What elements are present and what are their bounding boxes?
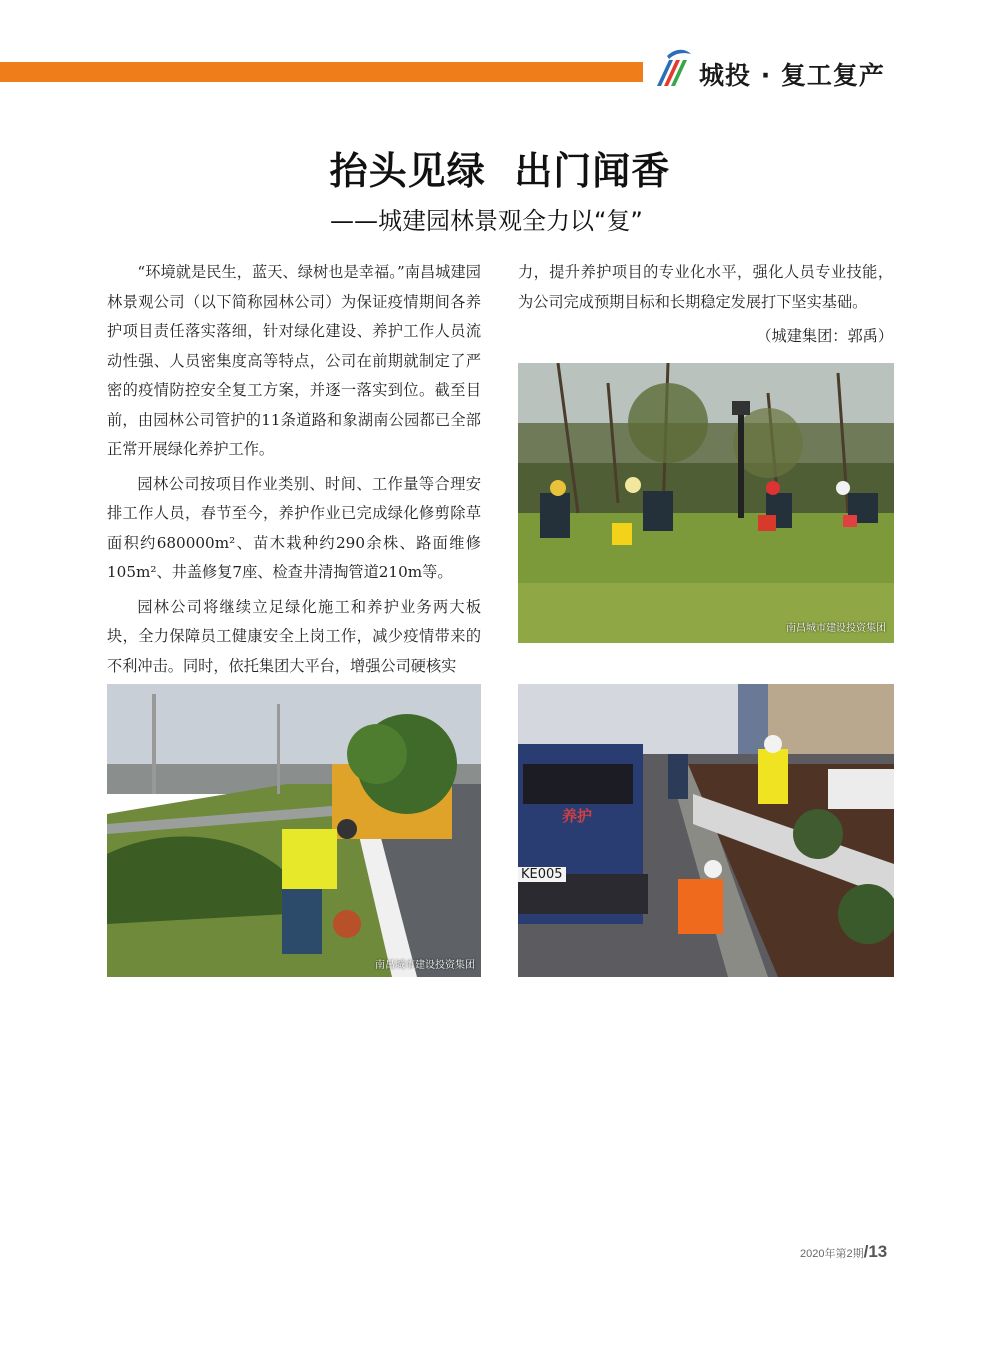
photo-workers-weeding (518, 363, 894, 643)
section-label: 城投 · 复工复产 (699, 61, 885, 90)
license-plate: KE005 (518, 867, 566, 882)
paragraph: 园林公司按项目作业类别、时间、工作量等合理安排工作人员，春节至今，养护作业已完成绿化修剪除草面积约680000m²、苗木栽种约290余株、路面维修105m²、井盖修复7座、检查井清掏管道210m等。 (107, 474, 481, 581)
photo-maintenance-truck (518, 684, 894, 977)
page-number: 13 (868, 1242, 888, 1261)
truck-side-text: 养护 (562, 807, 593, 825)
issue-label: 2020年第2期 (800, 1248, 864, 1260)
article-column-right (518, 258, 893, 357)
author-credit: （城建集团：郭禹） (756, 327, 893, 345)
article-subtitle: ——城建园林景观全力以“复” (330, 207, 643, 235)
paragraph-continuation: 力，提升养护项目的专业化水平，强化人员专业技能，为公司完成预期目标和长期稳定发展打下坚实基础。 (518, 263, 893, 311)
city-investment-logo-icon (653, 46, 693, 88)
article-title: 抬头见绿 出门闻香 (329, 149, 671, 193)
photo-watermark: 南昌城市建设投资集团 (375, 960, 475, 971)
paragraph: “环境就是民生，蓝天、绿树也是幸福。”南昌城建园林景观公司（以下简称园林公司）为保证疫情期间各养护项目责任落实落细，针对绿化建设、养护工作人员流动性强、人员密集度高等特点，公司在前期就制定了严密的疫情防控安全复工方案，并逐一落实到位。截至目前，由园林公司管护的11条道路和象湖南公园都已全部正常开展绿化养护工作。 (107, 263, 481, 458)
article-column-left (107, 258, 481, 686)
photo-watermark: 南昌城市建设投资集团 (786, 623, 886, 634)
page-folio (800, 1242, 887, 1262)
photo-roadside-trimming (107, 684, 481, 977)
paragraph: 园林公司将继续立足绿化施工和养护业务两大板块，全力保障员工健康安全上岗工作，减少疫情带来的不利冲击。同时，依托集团大平台，增强公司硬核实 (107, 597, 481, 675)
header-orange-bar (0, 62, 643, 82)
folio-separator: / (863, 1242, 869, 1261)
